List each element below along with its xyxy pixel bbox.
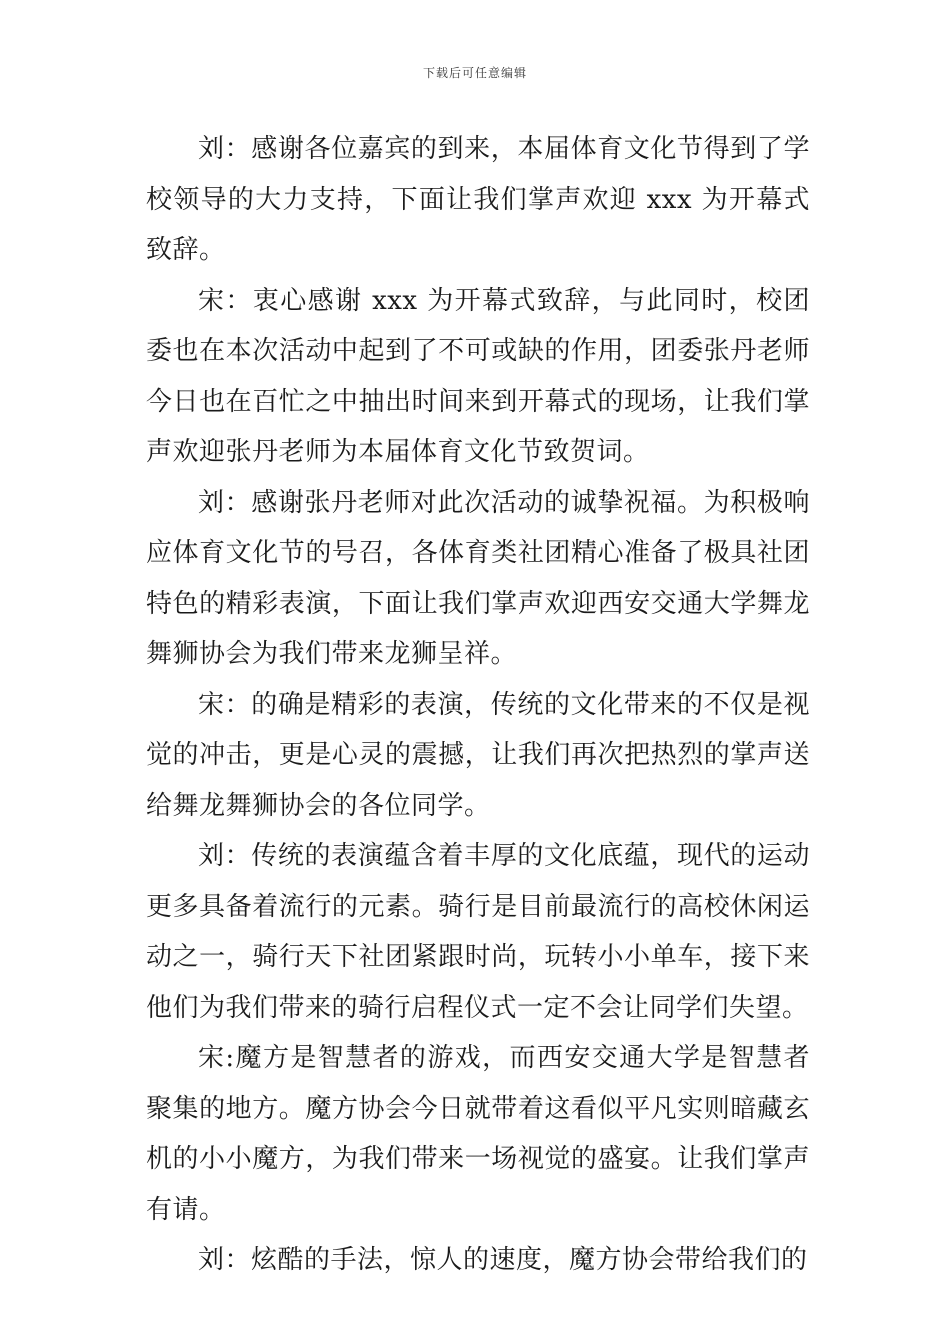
paragraph-liu-dragon-lion: 刘：感谢张丹老师对此次活动的诚挚祝福。为积极响应体育文化节的号召，各体育类社团精心准备了极具社团特色的精彩表演，下面让我们掌声欢迎西安交通大学舞龙舞狮协会为我们带来龙狮呈祥。	[146, 487, 810, 669]
paragraph-song-rubiks-cube: 宋:魔方是智慧者的游戏，而西安交通大学是智慧者聚集的地方。魔方协会今日就带着这看似平凡实则暗藏玄机的小小魔方，为我们带来一场视觉的盛宴。让我们掌声有请。	[146, 1043, 810, 1225]
document-body	[146, 124, 810, 1286]
page-header-note: 下载后可任意编辑	[422, 66, 527, 80]
paragraph-liu-cycling: 刘：传统的表演蕴含着丰厚的文化底蕴，现代的运动更多具备着流行的元素。骑行是目前最流行的高校休闲运动之一，骑行天下社团紧跟时尚，玩转小小单车，接下来他们为我们带来的骑行启程仪式一定不会让同学们失望。	[146, 841, 810, 1023]
paragraph-song-thanks-speech: 宋：衷心感谢 xxx 为开幕式致辞，与此同时，校团委也在本次活动中起到了不可或缺的作用，团委张丹老师今日也在百忙之中抽出时间来到开幕式的现场，让我们掌声欢迎张丹老师为本届体育文化节致贺词。	[146, 285, 810, 467]
paragraph-liu-cube-speed: 刘：炫酷的手法，惊人的速度，魔方协会带给我们的	[198, 1245, 808, 1275]
paragraph-song-applause: 宋：的确是精彩的表演，传统的文化带来的不仅是视觉的冲击，更是心灵的震撼，让我们再次把热烈的掌声送给舞龙舞狮协会的各位同学。	[146, 689, 810, 821]
paragraph-liu-thanks-guests: 刘：感谢各位嘉宾的到来，本届体育文化节得到了学校领导的大力支持，下面让我们掌声欢迎 xxx 为开幕式致辞。	[146, 134, 810, 265]
